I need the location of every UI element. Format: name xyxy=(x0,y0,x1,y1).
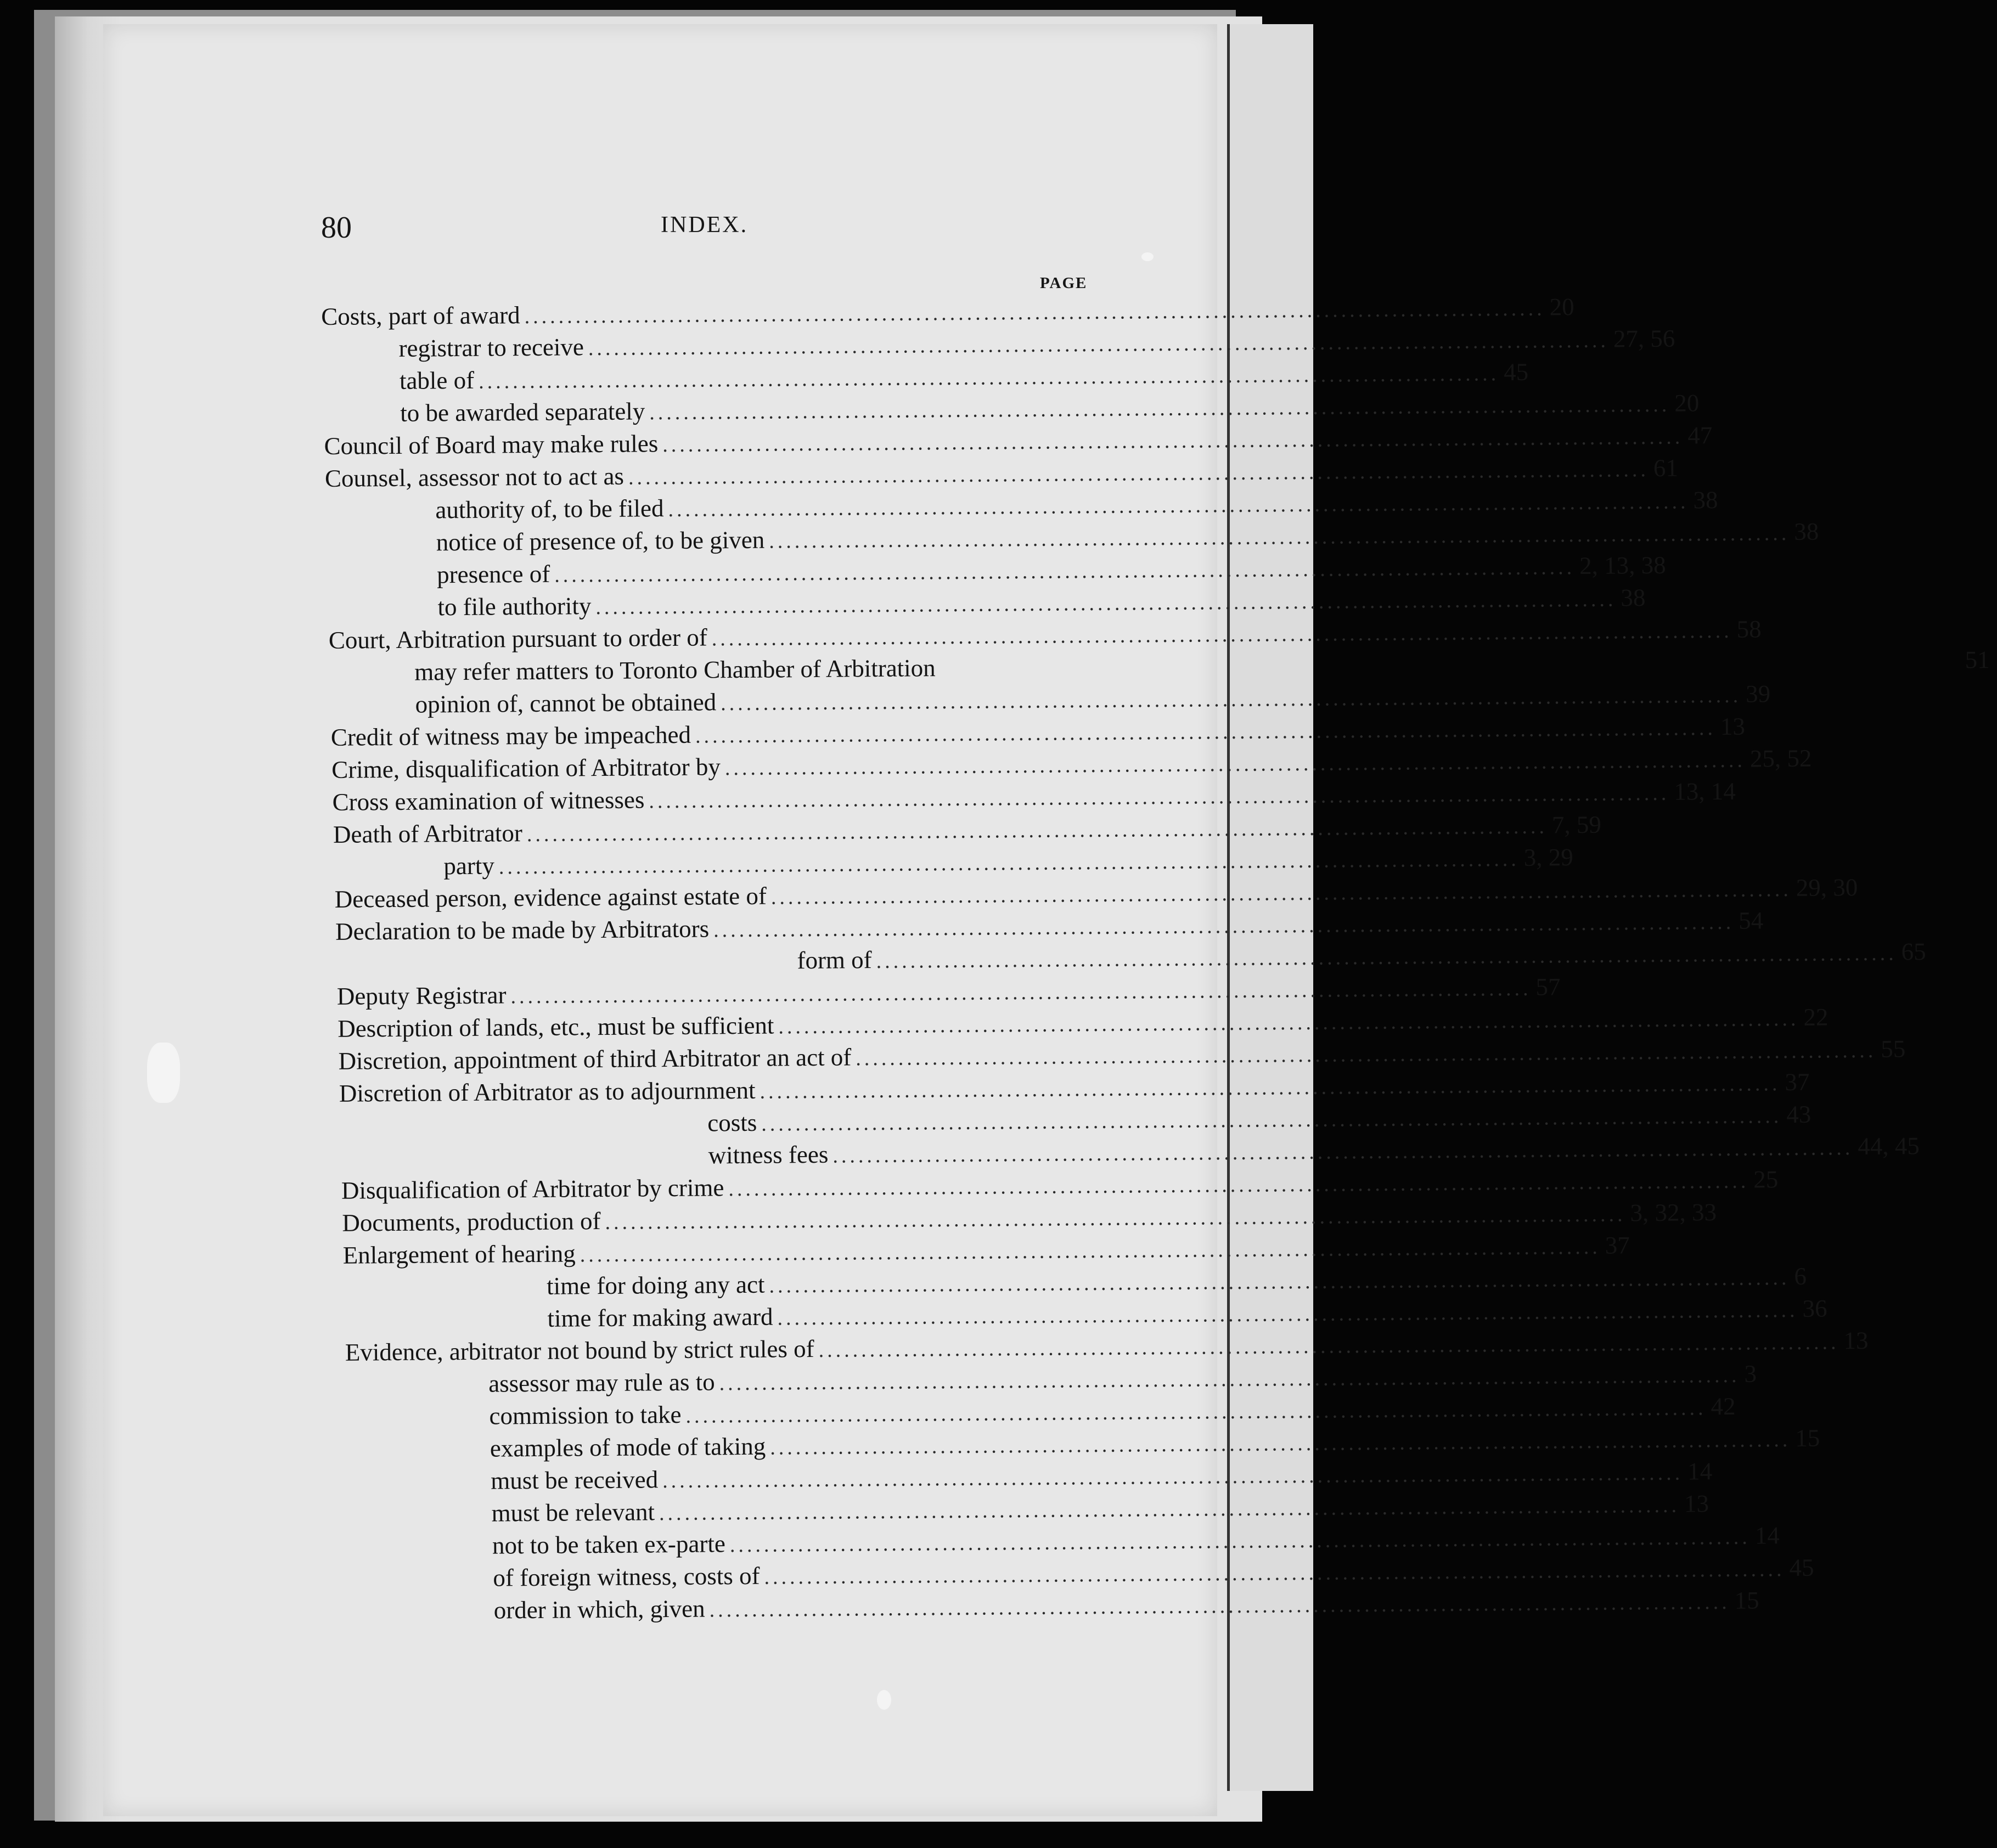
dot-leader: ........................................................................................................................ xyxy=(628,458,1650,489)
index-entry-text: must be received xyxy=(491,1466,659,1495)
index-entry-text: Evidence, arbitrator not bound by strict rules of xyxy=(345,1335,814,1366)
index-entry-pages: 13 xyxy=(1843,1326,1869,1355)
index-entry-text: order in which, given xyxy=(493,1595,705,1624)
index-entry xyxy=(341,1165,1779,1207)
index-entry-text: authority of, to be filed xyxy=(435,494,664,524)
index-entry xyxy=(348,1457,1713,1498)
dot-leader: ........................................................................................................................ xyxy=(595,588,1617,619)
index-entry-text: time for doing any act xyxy=(546,1270,765,1300)
dot-leader: ........................................................................................................................ xyxy=(724,748,1746,780)
dot-leader: ........................................................................................................................ xyxy=(478,362,1500,393)
index-entry-pages: 2, 13, 38 xyxy=(1579,551,1666,580)
dot-leader: ........................................................................................................................ xyxy=(526,815,1548,847)
index-entry-text: must be relevant xyxy=(491,1498,655,1527)
index-entry-text: of foreign witness, costs of xyxy=(493,1562,760,1592)
index-entry-pages: 61 xyxy=(1653,454,1679,482)
index-entry-pages: 43 xyxy=(1786,1100,1812,1129)
dot-leader: ........................................................................................................................ xyxy=(662,425,1684,457)
index-entry-pages: 39 xyxy=(1745,680,1771,708)
paper-speck xyxy=(1141,252,1154,261)
index-entry-text: Discretion, appointment of third Arbitrator an act of xyxy=(338,1043,852,1075)
index-entry-text: not to be taken ex-parte xyxy=(492,1530,726,1559)
index-list xyxy=(321,293,1990,1628)
page-column-label: PAGE xyxy=(1040,274,1088,292)
index-entry-pages: 45 xyxy=(1503,358,1529,386)
index-entry xyxy=(348,1490,1709,1531)
index-entry xyxy=(351,1586,1759,1628)
index-entry-text: assessor may rule as to xyxy=(488,1368,715,1398)
index-entry-pages: 3, 29 xyxy=(1523,843,1573,871)
dot-leader: ........................................................................................................................ xyxy=(729,1525,1751,1557)
index-entry-text: Deputy Registrar xyxy=(336,981,507,1010)
dot-leader: ........................................................................................................................ xyxy=(668,490,1689,522)
index-entry-text: Costs, part of award xyxy=(321,301,520,330)
index-entry-text: registrar to receive xyxy=(398,333,584,362)
paper-speck xyxy=(877,1690,891,1710)
dot-leader: ........................................................................................................................ xyxy=(510,977,1532,1008)
dot-leader: ........................................................................................................................ xyxy=(832,1136,1854,1168)
dot-leader: ........................................................................................................................ xyxy=(649,781,1670,813)
index-entry-pages: 45 xyxy=(1789,1553,1814,1582)
index-entry-pages: 13, 14 xyxy=(1674,777,1736,805)
dot-leader: ........................................................................................................................ xyxy=(685,1396,1707,1428)
index-entry-pages: 14 xyxy=(1687,1457,1713,1485)
index-entry-pages: 13 xyxy=(1720,712,1746,740)
index-entry-pages: 6 xyxy=(1794,1262,1807,1290)
index-entry-text: table of xyxy=(399,366,475,395)
index-entry-text: Counsel, assessor not to act as xyxy=(324,462,625,492)
index-entry-pages: 36 xyxy=(1802,1294,1827,1322)
index-entry-text: Declaration to be made by Arbitrators xyxy=(335,915,710,945)
index-entry-pages: 44, 45 xyxy=(1858,1132,1920,1160)
index-entry-text: Court, Arbitration pursuant to order of xyxy=(328,623,707,654)
dot-leader: ........................................................................................................................ xyxy=(524,297,1545,329)
dot-leader: ........................................................................................................................ xyxy=(769,521,1790,553)
index-entry-text: examples of mode of taking xyxy=(490,1432,766,1462)
index-entry xyxy=(346,1392,1736,1434)
dot-leader: ........................................................................................................................ xyxy=(498,847,1520,879)
index-entry-pages: 13 xyxy=(1684,1490,1709,1518)
index-entry-pages: 65 xyxy=(1901,938,1926,966)
index-entry-text: witness fees xyxy=(708,1140,829,1169)
index-entry xyxy=(350,1522,1780,1563)
dot-leader: ........................................................................................................................ xyxy=(770,1428,1791,1460)
index-entry xyxy=(346,1360,1757,1401)
dot-leader: ........................................................................................................................ xyxy=(659,1494,1680,1525)
running-head-title: INDEX. xyxy=(661,212,749,238)
index-entry xyxy=(342,1198,1717,1239)
index-entry-text: notice of presence of, to be given xyxy=(436,526,765,556)
index-entry-text: Documents, production of xyxy=(342,1207,601,1237)
index-entry-text: presence of xyxy=(436,560,550,589)
dot-leader: ........................................................................................................................ xyxy=(778,1007,1799,1039)
index-entry-text: Description of lands, etc., must be sufficient xyxy=(337,1011,774,1043)
index-entry-pages: 47 xyxy=(1687,421,1713,449)
index-entry-text: Death of Arbitrator xyxy=(333,819,523,848)
index-entry-text: opinion of, cannot be obtained xyxy=(415,688,717,718)
index-entry-pages: 42 xyxy=(1711,1392,1736,1421)
index-entry-text: may refer matters to Toronto Chamber of Arbitration xyxy=(414,654,936,686)
dot-leader: ........................................................................................................................ xyxy=(770,877,1792,909)
index-entry xyxy=(347,1424,1820,1466)
index-entry-pages: 51 xyxy=(1965,646,1990,674)
dot-leader: ........................................................................................................................ xyxy=(605,1203,1626,1234)
index-entry-text: costs xyxy=(707,1108,757,1137)
index-entry-text: form of xyxy=(797,946,872,974)
index-entry-text: Disqualification of Arbitrator by crime xyxy=(341,1174,724,1204)
index-entry-pages: 57 xyxy=(1535,973,1561,1001)
index-entry-text: commission to take xyxy=(489,1400,682,1430)
index-entry-text: party xyxy=(443,852,495,880)
page-number: 80 xyxy=(321,211,352,245)
index-entry-text: Crime, disqualification of Arbitrator by xyxy=(331,753,721,784)
index-entry xyxy=(344,1294,1827,1337)
dot-leader: ........................................................................................................................ xyxy=(721,684,1742,715)
index-entry xyxy=(340,1100,1812,1142)
dot-leader: ........................................................................................................................ xyxy=(856,1039,1877,1071)
index-entry xyxy=(350,1553,1814,1596)
dot-leader: ........................................................................................................................ xyxy=(695,717,1717,748)
dot-leader: ........................................................................................................................ xyxy=(728,1169,1750,1201)
index-entry-pages: 14 xyxy=(1754,1522,1780,1550)
index-entry xyxy=(342,1231,1630,1272)
dot-leader: ........................................................................................................................ xyxy=(876,942,1897,973)
index-entry-text: Council of Board may make rules xyxy=(324,430,659,460)
index-entry-text: Enlargement of hearing xyxy=(342,1239,576,1269)
index-entry-pages: 15 xyxy=(1795,1424,1820,1452)
index-entry-pages: 22 xyxy=(1803,1003,1829,1031)
index-entry-pages: 3, 32, 33 xyxy=(1630,1198,1717,1227)
dot-leader: ........................................................................................................................ xyxy=(588,329,1610,360)
paper-speck xyxy=(147,1043,180,1103)
index-entry-text: Cross examination of witnesses xyxy=(332,786,645,816)
dot-leader: ........................................................................................................................ xyxy=(554,556,1576,587)
index-entry-pages: 7, 59 xyxy=(1551,810,1602,839)
dot-leader: ........................................................................................................................ xyxy=(818,1331,1840,1362)
index-entry-pages: 20 xyxy=(1674,389,1700,417)
index-entry-text: Credit of witness may be impeached xyxy=(330,720,691,751)
index-entry-text: Discretion of Arbitrator as to adjournment xyxy=(339,1076,756,1107)
index-entry-text: to be awarded separately xyxy=(400,397,645,427)
dot-leader: ........................................................................................................................ xyxy=(711,619,1732,651)
dot-leader: ........................................................................................................................ xyxy=(769,1266,1790,1298)
index-entry-pages: 38 xyxy=(1621,584,1646,612)
index-entry-pages: 15 xyxy=(1734,1586,1759,1614)
index-entry-pages: 38 xyxy=(1794,517,1819,545)
dot-leader: ........................................................................................................................ xyxy=(764,1558,1785,1589)
index-entry-pages: 54 xyxy=(1738,906,1764,934)
index-entry-pages: 3 xyxy=(1744,1360,1757,1388)
index-entry-pages: 38 xyxy=(1693,486,1718,514)
index-entry xyxy=(344,1262,1807,1304)
index-entry-text: Deceased person, evidence against estate of xyxy=(334,882,767,913)
dot-leader: ........................................................................................................................ xyxy=(719,1364,1740,1395)
index-entry-pages: 20 xyxy=(1549,293,1574,321)
index-entry-pages: 37 xyxy=(1785,1068,1810,1096)
index-entry xyxy=(345,1326,1869,1369)
dot-leader: ........................................................................................................................ xyxy=(709,1590,1730,1622)
index-entry-pages: 29, 30 xyxy=(1796,874,1858,902)
dot-leader: ........................................................................................................................ xyxy=(649,393,1670,425)
dot-leader: ........................................................................................................................ xyxy=(777,1298,1798,1330)
index-entry-pages: 37 xyxy=(1605,1231,1630,1259)
index-entry-pages: 27, 56 xyxy=(1613,324,1675,353)
dot-leader: ........................................................................................................................ xyxy=(760,1072,1781,1103)
index-entry xyxy=(340,1132,1920,1175)
dot-leader: ........................................................................................................................ xyxy=(713,910,1735,942)
index-entry-pages: 25, 52 xyxy=(1750,744,1812,773)
dot-leader: ........................................................................................................................ xyxy=(580,1235,1601,1267)
index-entry-text: to file authority xyxy=(437,592,592,621)
index-entry-text: time for making award xyxy=(547,1303,773,1332)
dot-leader: ........................................................................................................................ xyxy=(662,1461,1684,1493)
dot-leader: ........................................................................................................................ xyxy=(761,1105,1782,1136)
index-entry-pages: 58 xyxy=(1736,615,1762,643)
index-entry-pages: 25 xyxy=(1753,1165,1779,1193)
index-entry-pages: 55 xyxy=(1881,1035,1906,1063)
